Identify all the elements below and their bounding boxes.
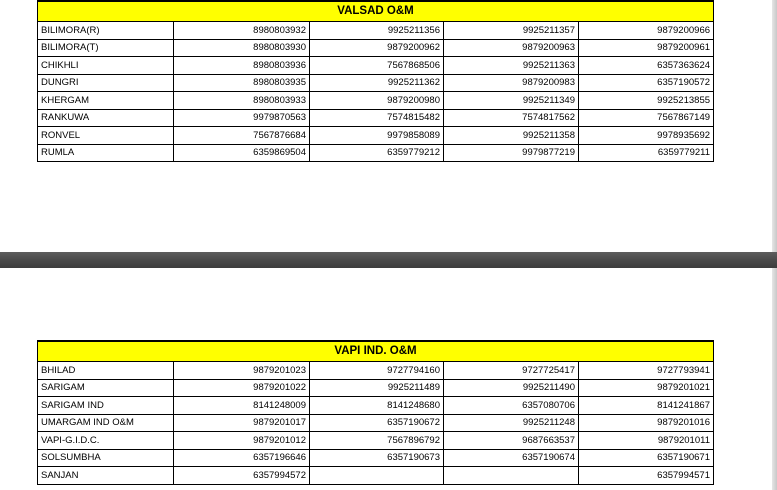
phone-number-cell: 9979877219 [444,144,579,162]
table-row [38,109,714,127]
phone-number-cell: 7567876684 [174,127,310,145]
office-name-cell: RANKUWA [38,109,174,127]
phone-number-cell: 6357080706 [444,397,579,415]
vapi-contact-table [37,340,714,485]
office-name-cell: SOLSUMBHA [38,449,174,467]
table-header-row [38,341,714,362]
table-row [38,449,714,467]
phone-number-cell: 6359869504 [174,144,310,162]
phone-number-cell: 8141241867 [579,397,714,415]
office-name-cell: BHILAD [38,362,174,380]
phone-number-cell: 6359779212 [310,144,444,162]
phone-number-cell: 9925211358 [444,127,579,145]
phone-number-cell: 8980803936 [174,57,310,75]
phone-number-cell: 6357994571 [579,467,714,485]
phone-number-cell: 6357190671 [579,449,714,467]
office-name-cell: UMARGAM IND O&M [38,414,174,432]
phone-number-cell: 9879200963 [444,39,579,57]
phone-number-cell: 7567867149 [579,109,714,127]
phone-number-cell: 7574815482 [310,109,444,127]
phone-number-cell: 7574817562 [444,109,579,127]
document-page-lower [0,268,777,490]
vapi-section-title: VAPI IND. O&M [38,341,714,362]
table-row [38,74,714,92]
valsad-section-title: VALSAD O&M [38,1,714,22]
phone-number-cell: 9925211489 [310,379,444,397]
phone-number-cell: 6357994572 [174,467,310,485]
office-name-cell: BILIMORA(T) [38,39,174,57]
phone-number-cell: 8980803932 [174,22,310,40]
phone-number-cell: 9727794160 [310,362,444,380]
office-name-cell: VAPI-G.I.D.C. [38,432,174,450]
valsad-contact-table [37,0,714,162]
table-row [38,92,714,110]
phone-number-cell: 8141248009 [174,397,310,415]
phone-number-cell: 6357190674 [444,449,579,467]
phone-number-cell: 9879201011 [579,432,714,450]
phone-number-cell [444,467,579,485]
office-name-cell: SARIGAM IND [38,397,174,415]
phone-number-cell: 9879201021 [579,379,714,397]
phone-number-cell: 9925211363 [444,57,579,75]
phone-number-cell: 9925211357 [444,22,579,40]
phone-number-cell: 9925211490 [444,379,579,397]
phone-number-cell: 9925211349 [444,92,579,110]
office-name-cell: RUMLA [38,144,174,162]
phone-number-cell: 6357196646 [174,449,310,467]
table-header-row [38,1,714,22]
table-row [38,397,714,415]
page-separator [0,252,777,268]
table-row [38,127,714,145]
phone-number-cell: 8980803933 [174,92,310,110]
table-row [38,467,714,485]
phone-number-cell: 6357363624 [579,57,714,75]
phone-number-cell: 9979870563 [174,109,310,127]
phone-number-cell: 9879200983 [444,74,579,92]
phone-number-cell: 8980803930 [174,39,310,57]
phone-number-cell: 9879201023 [174,362,310,380]
phone-number-cell: 9925211362 [310,74,444,92]
phone-number-cell: 8141248680 [310,397,444,415]
table-row [38,362,714,380]
table-row [38,144,714,162]
phone-number-cell: 7567896792 [310,432,444,450]
phone-number-cell: 6357190672 [310,414,444,432]
office-name-cell: BILIMORA(R) [38,22,174,40]
office-name-cell: CHIKHLI [38,57,174,75]
phone-number-cell: 9978935692 [579,127,714,145]
phone-number-cell: 9727725417 [444,362,579,380]
phone-number-cell: 9879201022 [174,379,310,397]
phone-number-cell: 8980803935 [174,74,310,92]
table-row [38,22,714,40]
phone-number-cell: 9727793941 [579,362,714,380]
phone-number-cell: 6359779211 [579,144,714,162]
office-name-cell: SARIGAM [38,379,174,397]
phone-number-cell: 9879200980 [310,92,444,110]
phone-number-cell [310,467,444,485]
table-row [38,432,714,450]
phone-number-cell: 9879201017 [174,414,310,432]
phone-number-cell: 9879201016 [579,414,714,432]
office-name-cell: RONVEL [38,127,174,145]
phone-number-cell: 6357190572 [579,74,714,92]
table-row [38,414,714,432]
phone-number-cell: 7567868506 [310,57,444,75]
table-row [38,39,714,57]
phone-number-cell: 9925213855 [579,92,714,110]
table-row [38,379,714,397]
office-name-cell: DUNGRI [38,74,174,92]
phone-number-cell: 9925211356 [310,22,444,40]
phone-number-cell: 9879200961 [579,39,714,57]
phone-number-cell: 6357190673 [310,449,444,467]
table-row [38,57,714,75]
phone-number-cell: 9879200966 [579,22,714,40]
office-name-cell: SANJAN [38,467,174,485]
phone-number-cell: 9879200962 [310,39,444,57]
office-name-cell: KHERGAM [38,92,174,110]
phone-number-cell: 9879201012 [174,432,310,450]
phone-number-cell: 9925211248 [444,414,579,432]
phone-number-cell: 9979858089 [310,127,444,145]
phone-number-cell: 9687663537 [444,432,579,450]
